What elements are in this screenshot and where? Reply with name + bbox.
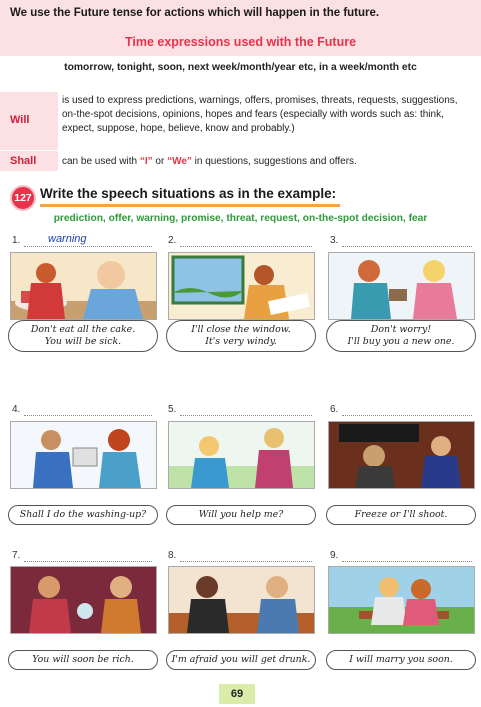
item-number: 3. — [330, 235, 339, 246]
picture-window — [168, 252, 315, 320]
answer-line[interactable] — [180, 415, 312, 416]
will-label: Will — [10, 114, 30, 126]
intro-band — [0, 0, 481, 56]
exercise-number-badge: 127 — [10, 185, 36, 211]
answer-line[interactable] — [342, 246, 472, 247]
speech-bubble: Will you help me? — [166, 505, 316, 525]
item-number: 7. — [12, 550, 21, 561]
speech-bubble: Freeze or I'll shoot. — [326, 505, 476, 525]
page-number: 69 — [219, 684, 255, 704]
answer-line[interactable] — [342, 415, 472, 416]
shall-label: Shall — [10, 155, 37, 167]
will-rule-text: is used to express predictions, warnings, offers, promises, threats, requests, suggestions, on-the-spot decisions, opinions, hopes and fears (especially with words such as: think, expect, suppose, hope, believe, know and probably.) — [62, 95, 458, 134]
intro-sentence: We use the Future tense for actions which will happen in the future. — [10, 7, 380, 19]
item-number: 9. — [330, 550, 339, 561]
picture-drinks — [168, 566, 315, 634]
speech-bubble: I'll close the window. It's very windy. — [166, 320, 316, 352]
section-title: Time expressions used with the Future — [124, 35, 357, 49]
answer-text: warning — [48, 233, 87, 245]
picture-broken-item — [328, 252, 475, 320]
answer-line[interactable] — [180, 246, 312, 247]
answer-line[interactable] — [24, 415, 152, 416]
picture-couple-bench — [328, 566, 475, 634]
picture-cake — [10, 252, 157, 320]
speech-bubble: Don't worry! I'll buy you a new one. — [326, 320, 476, 352]
time-expressions: tomorrow, tonight, soon, next week/month/year etc, in a week/month etc — [64, 62, 417, 73]
item-number: 4. — [12, 404, 21, 415]
picture-fortune-teller — [10, 566, 157, 634]
item-number: 6. — [330, 404, 339, 415]
picture-help — [168, 421, 315, 489]
answer-line — [24, 246, 152, 247]
answer-line[interactable] — [180, 561, 312, 562]
speech-bubble: You will soon be rich. — [8, 650, 158, 670]
word-list: prediction, offer, warning, promise, threat, request, on-the-spot decision, fear — [53, 213, 428, 224]
item-number: 8. — [168, 550, 177, 561]
picture-bank-robbery — [328, 421, 475, 489]
item-number: 2. — [168, 235, 177, 246]
exercise-title: Write the speech situations as in the example: — [40, 186, 337, 201]
shall-rule-text: can be used with “I” or “We” in questions, suggestions and offers. — [62, 156, 357, 167]
picture-washing-up — [10, 421, 157, 489]
item-number: 5. — [168, 404, 177, 415]
speech-bubble: I will marry you soon. — [326, 650, 476, 670]
item-number: 1. — [12, 235, 21, 246]
answer-line[interactable] — [342, 561, 472, 562]
speech-bubble: I'm afraid you will get drunk. — [166, 650, 316, 670]
title-underline — [40, 204, 340, 207]
answer-line[interactable] — [24, 561, 152, 562]
speech-bubble: Don't eat all the cake. You will be sick. — [8, 320, 158, 352]
speech-bubble: Shall I do the washing-up? — [8, 505, 158, 525]
